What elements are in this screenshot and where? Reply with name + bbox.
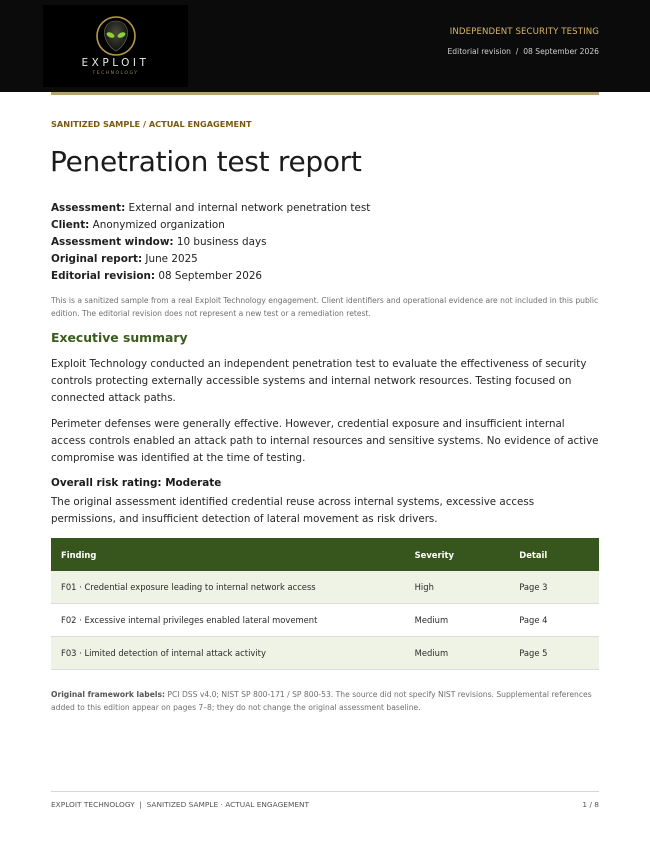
table-cell: Medium — [405, 604, 510, 637]
table-header-row — [51, 538, 599, 571]
eyebrow-label: SANITIZED SAMPLE / ACTUAL ENGAGEMENT — [51, 119, 252, 129]
framework-note — [51, 688, 599, 714]
meta-value: Anonymized organization — [92, 219, 225, 231]
summary-paragraph: Perimeter defenses were generally effective. However, credential exposure and insufficient internal access controls enabled an attack path to internal resources and sensitive systems. No evidence of active compromise was identified at the time of testing. — [51, 418, 599, 464]
table-row — [51, 604, 599, 637]
company-logo — [43, 5, 188, 87]
meta-label: Client: — [51, 219, 90, 231]
alien-head-icon — [95, 15, 137, 57]
table-row — [51, 571, 599, 604]
risk-rating: Overall risk rating: Moderate — [51, 477, 222, 489]
table-cell: High — [405, 571, 510, 604]
meta-value: 08 September 2026 — [158, 270, 263, 282]
meta-value: 10 business days — [176, 236, 267, 248]
meta-label: Assessment: — [51, 202, 126, 214]
framework-label: Original framework labels: — [51, 690, 165, 699]
footer-rule — [51, 791, 599, 792]
summary-paragraph: Exploit Technology conducted an independent penetration test to evaluate the effectiveness of security controls protecting externally accessible systems and internal network resources. Testing focused on connected attack paths. — [51, 358, 587, 404]
meta-label: Original report: — [51, 253, 143, 265]
table-cell: F02 · Excessive internal privileges enabled lateral movement — [51, 604, 405, 637]
footer-left: EXPLOIT TECHNOLOGY | SANITIZED SAMPLE · ACTUAL ENGAGEMENT — [51, 800, 310, 809]
page-title: Penetration test report — [50, 145, 362, 178]
column-header: Detail — [509, 538, 599, 571]
table-cell: Page 3 — [509, 571, 599, 604]
logo-subtitle: TECHNOLOGY — [92, 71, 139, 76]
meta-label: Assessment window: — [51, 236, 174, 248]
meta-row — [51, 268, 370, 285]
section-heading: Executive summary — [51, 330, 188, 345]
header-label: INDEPENDENT SECURITY TESTING — [449, 27, 599, 37]
page-number: 1 / 8 — [582, 800, 599, 809]
meta-value: External and internal network penetration test — [128, 202, 371, 214]
header-revision: Editorial revision / 08 September 2026 — [447, 47, 599, 56]
header-rule — [51, 92, 599, 95]
summary-paragraph: The original assessment identified credential reuse across internal systems, excessive access permissions, and insufficient detection of lateral movement as risk drivers. — [51, 496, 535, 525]
table-cell: Medium — [405, 637, 510, 670]
meta-row — [51, 234, 370, 251]
meta-label: Editorial revision: — [51, 270, 156, 282]
header-band — [0, 0, 650, 92]
meta-row — [51, 200, 370, 217]
table-cell: Page 4 — [509, 604, 599, 637]
table-cell: F01 · Credential exposure leading to internal network access — [51, 571, 405, 604]
sanitized-note: This is a sanitized sample from a real Exploit Technology engagement. Client identifiers and operational evidence are not included in this public edition. The editorial revision does not represent a new test or a remediation retest. — [51, 296, 599, 318]
assessment-meta — [51, 200, 370, 285]
table-row — [51, 637, 599, 670]
framework-text: PCI DSS v4.0; NIST SP 800-171 / SP 800-53. The source did not specify NIST revisions. Supplemental references added to this edition appear on pages 7–8; they do not change the original assessment baseline. — [51, 690, 592, 712]
table-cell: Page 5 — [509, 637, 599, 670]
column-header: Severity — [405, 538, 510, 571]
column-header: Finding — [51, 538, 405, 571]
table-cell: F03 · Limited detection of internal attack activity — [51, 637, 405, 670]
findings-table — [51, 538, 599, 670]
meta-row — [51, 217, 370, 234]
meta-row — [51, 251, 370, 268]
logo-wordmark: EXPLOIT — [81, 57, 150, 69]
meta-value: June 2025 — [145, 253, 198, 265]
